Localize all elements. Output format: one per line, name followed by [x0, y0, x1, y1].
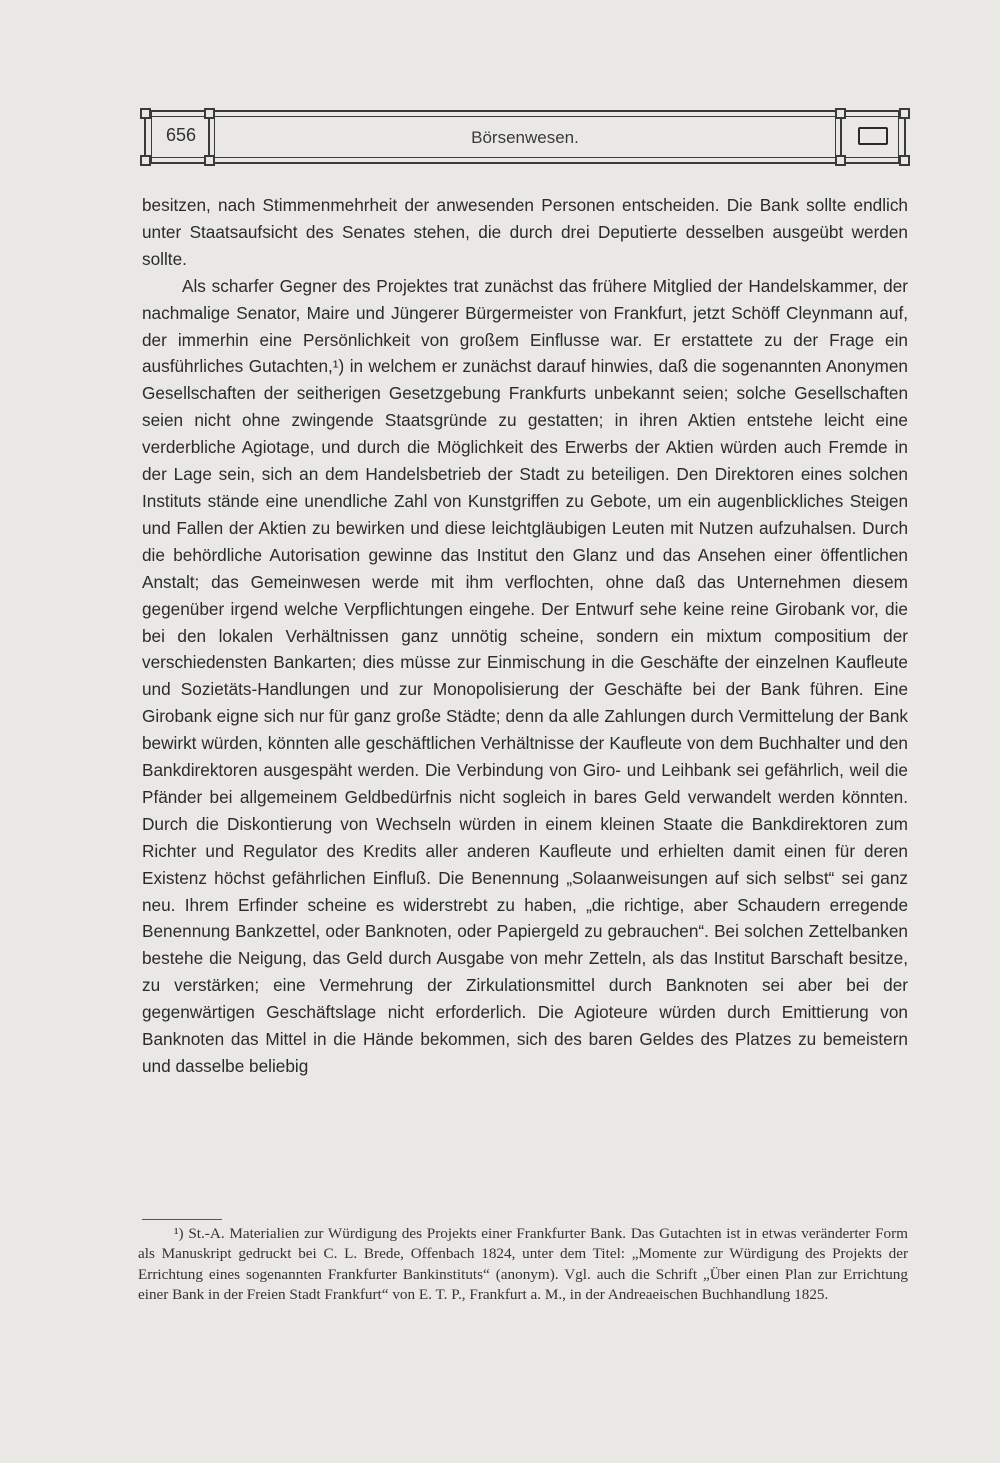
header-rule [146, 157, 904, 158]
corner-ornament [204, 155, 215, 166]
corner-ornament [204, 108, 215, 119]
corner-ornament [835, 108, 846, 119]
page-header-frame [140, 108, 910, 166]
corner-ornament [899, 155, 910, 166]
header-rule [146, 116, 904, 117]
paragraph: besitzen, nach Stimmenmehrheit der anwesenden Personen entscheiden. Die Bank sollte endlich unter Staatsaufsicht des Senates stehen, die durch drei Deputierte desselben ausgeübt werden sollte. [142, 195, 908, 269]
body-text [142, 192, 908, 1080]
corner-ornament [140, 155, 151, 166]
header-rule [146, 162, 904, 164]
corner-ornament [899, 108, 910, 119]
running-head: Börsenwesen. [471, 128, 579, 147]
corner-ornament [835, 155, 846, 166]
corner-ornament [140, 108, 151, 119]
header-divider [151, 110, 152, 164]
page-number: 656 [165, 125, 197, 145]
header-ornament-box [858, 127, 888, 145]
header-rule [146, 110, 904, 112]
footnote: ¹) St.-A. Materialien zur Würdigung des Projekts einer Frankfurter Bank. Das Gutachten ist in etwas veränderter Form als Manuskript gedruckt bei C. L. Brede, Offenbach 1824, unter dem Titel: „Momente zur Würdigung des Projekts der Errichtung eines sogenannten Frankfurter Bankinstituts“ (anonym). Vgl. auch die Schrift „Über einen Plan zur Errichtung einer Bank in der Freien Stadt Frankfurt“ von E. T. P., Frankfurt a. M., in der Andreaeischen Buchhandlung 1825. [138, 1225, 908, 1303]
paragraph: Als scharfer Gegner des Projektes trat zunächst das frühere Mitglied der Handelskammer, der nachmalige Senator, Maire und Jüngerer Bürgermeister von Frankfurt, jetzt Schöff Cleynmann auf, der immerhin eine Persönlichkeit von großem Einflusse war. Er erstattete zu der Frage ein ausführliches Gutachten,¹) in welchem er zunächst darauf hinwies, daß die sogenannten Anonymen Gesellschaften der seitherigen Gesetzgebung Frankfurts unbekannt seien; solche Gesellschaften seien nicht ohne zwingende Staatsgründe zu gestatten; in ihren Aktien entstehe leicht eine verderbliche Agiotage, und durch die Möglichkeit des Erwerbs der Aktien würden auch Fremde in der Lage sein, sich an dem Handelsbetrieb der Stadt zu beteiligen. Den Direktoren eines solchen Instituts stände eine unendliche Zahl von Kunstgriffen zu Gebote, um ein augenblickliches Steigen und Fallen der Aktien zu bewirken und diese leichtgläubigen Leuten mit Nutzen aufzuhalsen. Durch die behördliche Autorisation gewinne das Institut den Glanz und das Ansehen einer öffentlichen Anstalt; das Gemeinwesen werde mit ihm verflochten, ohne daß das Unternehmen diesem gegenüber irgend welche Verpflichtungen eingehe. Der Entwurf sehe keine reine Girobank vor, die bei den lokalen Verhältnissen ganz unnötig scheine, sondern ein mixtum compositium der verschiedensten Bankarten; dies müsse zur Einmischung in die Geschäfte der einzelnen Kaufleute und Sozietäts-Handlungen und zur Monopolisierung der Geschäfte bei der Bank führen. Eine Girobank eigne sich nur für ganz große Städte; denn da alle Zahlungen durch Vermittelung der Bank bewirkt würden, könnten alle geschäftlichen Verhältnisse der Kaufleute von dem Buchhalter und den Bankdirektoren ausgespäht werden. Die Verbindung von Giro- und Leihbank sei gefährlich, weil die Pfänder bei allgemeinem Geldbedürfnis nicht sogleich in bares Geld verwandelt werden könnten. Durch die Diskontierung von Wechseln würden in einem kleinen Staate die Bankdirektoren zum Richter und Regulator des Kredits aller anderen Kaufleute und erhielten damit einen für deren Existenz höchst gefährlichen Einfluß. Die Benennung „Solaanweisungen auf sich selbst“ sei ganz neu. Ihrem Erfinder scheine es widerstrebt zu haben, „die richtige, aber Schaudern erregende Benennung Bankzettel, oder Banknoten, oder Papiergeld zu gebrauchen“. Bei solchen Zettelbanken bestehe die Neigung, das Geld durch Ausgabe von mehr Zetteln, als das Institut Barschaft besitze, zu verstärken; eine Vermehrung der Zirkulationsmittel durch Banknoten sei aber bei der gegenwärtigen Geschäftslage nicht erforderlich. Die Agioteure würden durch Emittierung von Banknoten das Mittel in die Hände bekommen, sich des baren Geldes des Platzes zu bemeistern und dasselbe beliebig [142, 275, 908, 1076]
footnote-separator [142, 1219, 222, 1220]
